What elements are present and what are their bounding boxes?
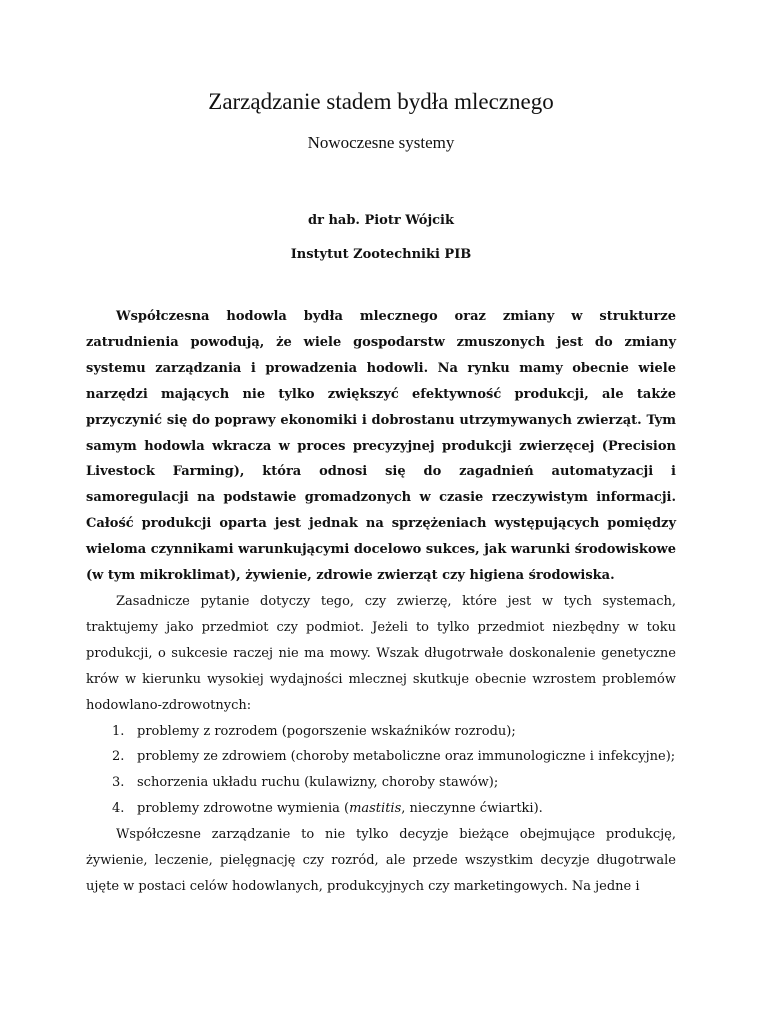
author-institute: Instytut Zootechniki PIB <box>290 247 472 262</box>
list-item <box>86 770 676 796</box>
paragraph-question: Zasadnicze pytanie dotyczy tego, czy zwierzę, które jest w tych systemach, traktujemy jako przedmiot czy podmiot. Jeżeli to tylko przedmiot niezbędny w toku produkcji, o sukcesie raczej nie ma mowy. Wszak długotrwałe doskonalenie genetyczne krów w kierunku wysokiej wydajności mlecznej skutkuje obecnie wzrostem problemów hodowlano-zdrowotnych: <box>86 593 676 713</box>
list-item-number: 4. <box>112 801 125 817</box>
list-item-text-before: problemy zdrowotne wymienia ( <box>137 801 350 817</box>
list-item-text-after: , nieczynne ćwiartki). <box>401 801 543 817</box>
document-title: Zarządzanie stadem bydła mlecznego <box>208 89 554 114</box>
paragraph-intro: Współczesna hodowla bydła mlecznego oraz zmiany w strukturze zatrudnienia powodują, że wiele gospodarstw zmuszonych jest do zmiany systemu zarządzania i prowadzenia hodowli. Na rynku mamy obecnie wiele narzędzi mających nie tylko zwiększyć efektywność produkcji, ale także przyczynić się do poprawy ekonomiki i dobrostanu utrzymywanych zwierząt. Tym samym hodowla wkracza w proces precyzyjnej produkcji zwierzęcej (Precision Livestock Farming), która odnosi się do zagadnień automatyzacji i samoregulacji na podstawie gromadzonych w czasie rzeczywistym informacji. Całość produkcji oparta jest jednak na sprzężeniach występujących pomiędzy wieloma czynnikami warunkującymi docelowo sukces, jak warunki środowiskowe (w tym mikroklimat), żywienie, zdrowie zwierząt czy higiena środowiska. <box>86 309 676 584</box>
author-name: dr hab. Piotr Wójcik <box>307 213 455 228</box>
list-item-number: 1. <box>112 723 125 739</box>
paragraph-management: Współczesne zarządzanie to nie tylko decyzje bieżące obejmujące produkcję, żywienie, leczenie, pielęgnację czy rozród, ale przede wszystkim decyzje długotrwale ujęte w postaci celów hodowlanych, produkcyjnych czy marketingowych. Na jedne i <box>86 827 676 894</box>
document-subtitle: Nowoczesne systemy <box>307 133 455 152</box>
problems-list <box>86 719 676 823</box>
list-item <box>86 744 676 770</box>
list-item <box>86 719 676 745</box>
list-item-number: 3. <box>112 775 125 791</box>
list-item <box>86 796 676 822</box>
list-item-text: problemy ze zdrowiem (choroby metaboliczne oraz immunologiczne i infekcyjne); <box>137 749 676 765</box>
list-item-text: problemy z rozrodem (pogorszenie wskaźników rozrodu); <box>137 723 516 739</box>
list-item-number: 2. <box>112 749 125 765</box>
list-item-text: schorzenia układu ruchu (kulawizny, choroby stawów); <box>137 775 499 791</box>
list-item-text-italic: mastitis <box>349 801 402 817</box>
